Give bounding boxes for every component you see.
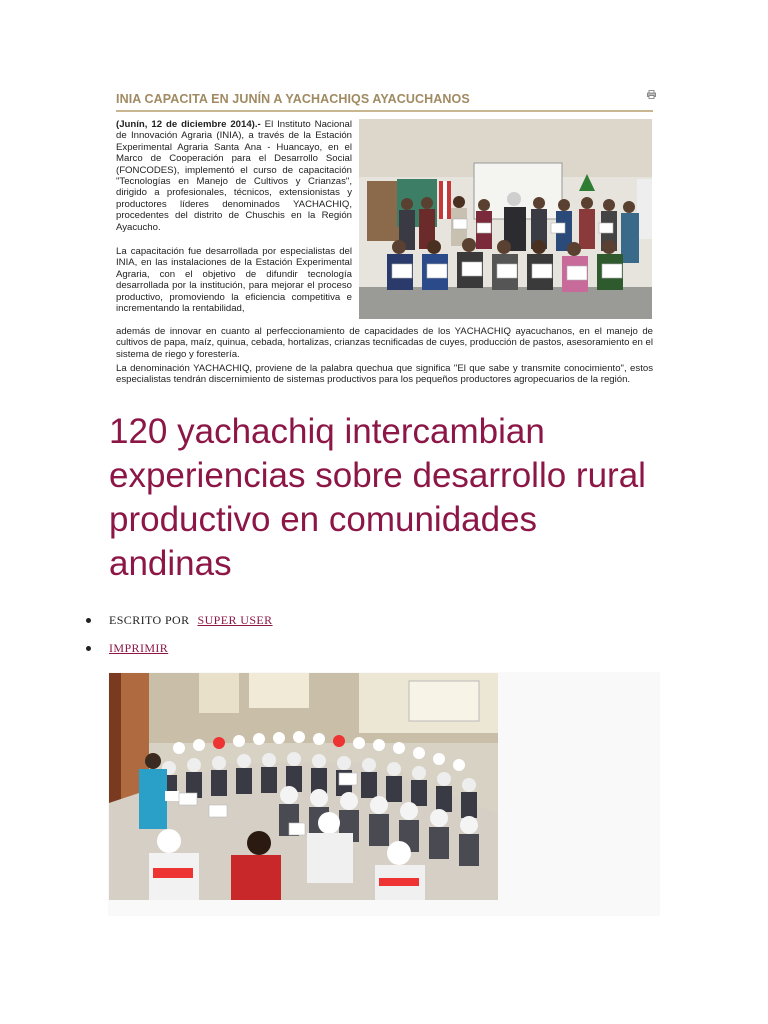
clipping-title: INIA CAPACITA EN JUNÍN A YACHACHIQS AYACUCHANOS: [116, 92, 470, 106]
print-icon[interactable]: [647, 90, 656, 99]
author-link[interactable]: SUPER USER: [197, 613, 273, 627]
clipping-paragraph-1-body: El Instituto Nacional de Innovación Agraria (INIA), a través de la Estación Experimental Agraria Santa Ana - Huancayo, en el Marco de Cooperación para el Desarrollo Social (FONCODES), implementó el curso de capacitación "Tecnologías en Manejo de Cultivos y Crianzas", dirigido a profesionales, técnicos, extensionistas y productores líderes denominados YACHACHIQ, procedentes del distrito de Chuschis en la Región Ayacucho.: [116, 119, 352, 233]
written-by-label: ESCRITO POR: [109, 613, 190, 627]
certificate-group-photo: [359, 119, 652, 319]
list-bullet: [86, 646, 91, 651]
print-line: [86, 641, 168, 656]
list-bullet: [86, 618, 91, 623]
clipping-paragraph-3: La denominación YACHACHIQ, proviene de la palabra quechua que significa "El que sabe y transmite conocimiento", estos especialistas tendrán discernimiento de sistemas productivos para los pequeños productores agropecuarios de la región.: [116, 363, 653, 386]
clipping-paragraph-1: [116, 119, 352, 233]
article-headline: 120 yachachiq intercambian experiencias sobre desarrollo rural productivo en comunidades andinas: [109, 412, 646, 583]
clipping-dateline: (Junín, 12 de diciembre 2014).-: [116, 119, 261, 130]
news-clipping: [108, 86, 655, 398]
print-link[interactable]: IMPRIMIR: [109, 641, 169, 655]
workshop-photo: [109, 673, 498, 900]
clipping-divider: [116, 110, 653, 112]
clipping-paragraph-2: La capacitación fue desarrollada por especialistas del INIA, en las instalaciones de la Estación Experimental Agraria, con el objetivo de difundir tecnología desarrollada por la institución, para mejorar el proceso productivo, promoviendo la eficiencia competitiva e incrementando la rentabilidad,: [116, 246, 352, 315]
author-line: [86, 613, 273, 628]
clipping-paragraph-2-continued: además de innovar en cuanto al perfeccionamiento de capacidades de los YACHACHIQ ayacuchanos, en el manejo de cultivos de papa, maíz, quinua, cebada, hortalizas, crianzas tecnificadas de cuyes, producción de pastos, asesoramiento en el sistema de riego y forestería.: [116, 326, 653, 360]
